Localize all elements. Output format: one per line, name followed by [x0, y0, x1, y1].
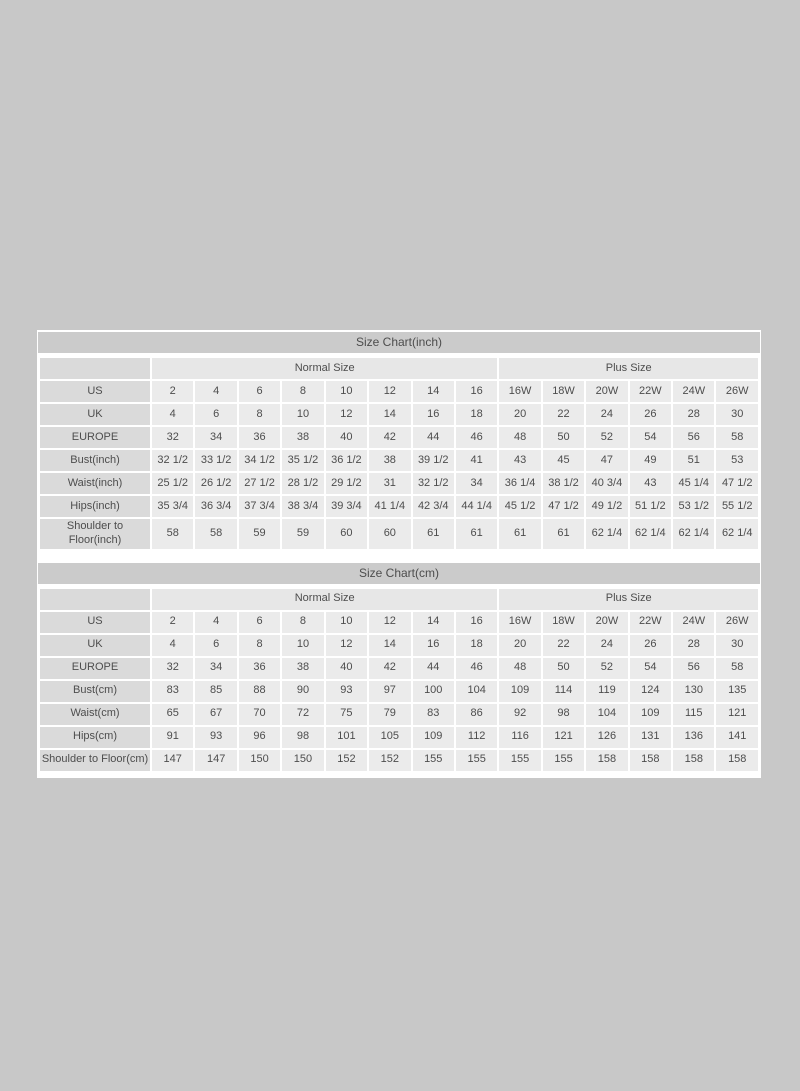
table-row — [40, 750, 758, 771]
value-cell: 67 — [195, 704, 236, 725]
value-cell: 43 — [630, 473, 671, 494]
value-cell: 45 — [543, 450, 584, 471]
value-cell: 22W — [630, 381, 671, 402]
value-cell: 46 — [456, 658, 497, 679]
value-cell: 8 — [239, 404, 280, 425]
value-cell: 97 — [369, 681, 410, 702]
row-label-cell: Hips(inch) — [40, 496, 150, 517]
value-cell: 86 — [456, 704, 497, 725]
corner-cell — [40, 589, 150, 610]
value-cell: 8 — [239, 635, 280, 656]
table-row — [40, 404, 758, 425]
value-cell: 43 — [499, 450, 540, 471]
group-header-cell: Plus Size — [499, 589, 758, 610]
value-cell: 152 — [369, 750, 410, 771]
value-cell: 51 1/2 — [630, 496, 671, 517]
table-row — [40, 381, 758, 402]
table-row — [40, 658, 758, 679]
value-cell: 58 — [716, 658, 758, 679]
value-cell: 12 — [369, 612, 410, 633]
value-cell: 72 — [282, 704, 323, 725]
value-cell: 24 — [586, 635, 627, 656]
value-cell: 47 1/2 — [716, 473, 758, 494]
value-cell: 83 — [413, 704, 454, 725]
value-cell: 119 — [586, 681, 627, 702]
value-cell: 150 — [282, 750, 323, 771]
value-cell: 54 — [630, 427, 671, 448]
size-chart-inch-title: Size Chart(inch) — [38, 332, 760, 353]
value-cell: 98 — [282, 727, 323, 748]
value-cell: 10 — [326, 381, 367, 402]
value-cell: 59 — [239, 519, 280, 549]
row-label-cell: Waist(cm) — [40, 704, 150, 725]
value-cell: 62 1/4 — [630, 519, 671, 549]
value-cell: 98 — [543, 704, 584, 725]
table-row — [40, 473, 758, 494]
value-cell: 16 — [413, 635, 454, 656]
table-row — [40, 635, 758, 656]
value-cell: 147 — [195, 750, 236, 771]
value-cell: 6 — [195, 404, 236, 425]
value-cell: 16 — [413, 404, 454, 425]
value-cell: 6 — [239, 612, 280, 633]
value-cell: 65 — [152, 704, 193, 725]
value-cell: 25 1/2 — [152, 473, 193, 494]
value-cell: 22 — [543, 404, 584, 425]
value-cell: 48 — [499, 658, 540, 679]
value-cell: 26W — [716, 381, 758, 402]
value-cell: 61 — [413, 519, 454, 549]
row-label-cell: US — [40, 612, 150, 633]
value-cell: 10 — [282, 404, 323, 425]
value-cell: 45 1/2 — [499, 496, 540, 517]
value-cell: 47 1/2 — [543, 496, 584, 517]
value-cell: 90 — [282, 681, 323, 702]
value-cell: 30 — [716, 635, 758, 656]
value-cell: 38 — [282, 658, 323, 679]
table-row — [40, 427, 758, 448]
size-chart-inch-section — [38, 332, 760, 551]
row-label-cell: US — [40, 381, 150, 402]
value-cell: 62 1/4 — [716, 519, 758, 549]
value-cell: 40 — [326, 427, 367, 448]
value-cell: 12 — [326, 404, 367, 425]
value-cell: 147 — [152, 750, 193, 771]
value-cell: 88 — [239, 681, 280, 702]
value-cell: 141 — [716, 727, 758, 748]
value-cell: 33 1/2 — [195, 450, 236, 471]
value-cell: 44 — [413, 658, 454, 679]
row-label-cell: UK — [40, 404, 150, 425]
value-cell: 100 — [413, 681, 454, 702]
value-cell: 116 — [499, 727, 540, 748]
value-cell: 28 1/2 — [282, 473, 323, 494]
value-cell: 35 3/4 — [152, 496, 193, 517]
value-cell: 56 — [673, 658, 714, 679]
value-cell: 14 — [369, 635, 410, 656]
value-cell: 101 — [326, 727, 367, 748]
row-label-cell: Bust(inch) — [40, 450, 150, 471]
value-cell: 150 — [239, 750, 280, 771]
value-cell: 14 — [413, 381, 454, 402]
size-chart-cm-section — [38, 563, 760, 773]
value-cell: 124 — [630, 681, 671, 702]
value-cell: 55 1/2 — [716, 496, 758, 517]
value-cell: 42 3/4 — [413, 496, 454, 517]
value-cell: 35 1/2 — [282, 450, 323, 471]
value-cell: 136 — [673, 727, 714, 748]
value-cell: 2 — [152, 381, 193, 402]
value-cell: 61 — [456, 519, 497, 549]
value-cell: 49 1/2 — [586, 496, 627, 517]
value-cell: 126 — [586, 727, 627, 748]
value-cell: 32 — [152, 427, 193, 448]
value-cell: 16 — [456, 381, 497, 402]
size-chart-inch-table — [38, 356, 760, 551]
table-row — [40, 704, 758, 725]
table-row — [40, 612, 758, 633]
value-cell: 46 — [456, 427, 497, 448]
value-cell: 121 — [543, 727, 584, 748]
group-header-cell: Normal Size — [152, 589, 497, 610]
value-cell: 12 — [369, 381, 410, 402]
value-cell: 91 — [152, 727, 193, 748]
value-cell: 93 — [326, 681, 367, 702]
value-cell: 115 — [673, 704, 714, 725]
value-cell: 20 — [499, 404, 540, 425]
value-cell: 29 1/2 — [326, 473, 367, 494]
size-chart-panel — [37, 330, 761, 778]
value-cell: 27 1/2 — [239, 473, 280, 494]
value-cell: 6 — [195, 635, 236, 656]
value-cell: 40 — [326, 658, 367, 679]
value-cell: 158 — [630, 750, 671, 771]
value-cell: 152 — [326, 750, 367, 771]
value-cell: 4 — [195, 381, 236, 402]
value-cell: 109 — [630, 704, 671, 725]
row-label-cell: UK — [40, 635, 150, 656]
value-cell: 37 3/4 — [239, 496, 280, 517]
value-cell: 59 — [282, 519, 323, 549]
value-cell: 155 — [456, 750, 497, 771]
value-cell: 155 — [413, 750, 454, 771]
value-cell: 48 — [499, 427, 540, 448]
value-cell: 38 — [282, 427, 323, 448]
value-cell: 62 1/4 — [586, 519, 627, 549]
value-cell: 36 1/4 — [499, 473, 540, 494]
value-cell: 60 — [326, 519, 367, 549]
value-cell: 4 — [152, 635, 193, 656]
value-cell: 109 — [413, 727, 454, 748]
value-cell: 158 — [673, 750, 714, 771]
value-cell: 34 — [456, 473, 497, 494]
value-cell: 32 1/2 — [152, 450, 193, 471]
value-cell: 34 — [195, 427, 236, 448]
value-cell: 58 — [716, 427, 758, 448]
value-cell: 53 — [716, 450, 758, 471]
value-cell: 18W — [543, 381, 584, 402]
value-cell: 16 — [456, 612, 497, 633]
value-cell: 26 — [630, 635, 671, 656]
value-cell: 61 — [499, 519, 540, 549]
value-cell: 58 — [152, 519, 193, 549]
value-cell: 44 1/4 — [456, 496, 497, 517]
value-cell: 96 — [239, 727, 280, 748]
value-cell: 155 — [543, 750, 584, 771]
table-row — [40, 496, 758, 517]
row-label-cell: Shoulder to Floor(inch) — [40, 519, 150, 549]
value-cell: 93 — [195, 727, 236, 748]
value-cell: 40 3/4 — [586, 473, 627, 494]
value-cell: 83 — [152, 681, 193, 702]
value-cell: 49 — [630, 450, 671, 471]
value-cell: 92 — [499, 704, 540, 725]
value-cell: 51 — [673, 450, 714, 471]
value-cell: 20W — [586, 381, 627, 402]
group-header-cell: Normal Size — [152, 358, 497, 379]
value-cell: 32 — [152, 658, 193, 679]
value-cell: 26 — [630, 404, 671, 425]
value-cell: 42 — [369, 658, 410, 679]
value-cell: 121 — [716, 704, 758, 725]
value-cell: 28 — [673, 635, 714, 656]
value-cell: 24W — [673, 381, 714, 402]
value-cell: 75 — [326, 704, 367, 725]
value-cell: 38 1/2 — [543, 473, 584, 494]
value-cell: 79 — [369, 704, 410, 725]
value-cell: 8 — [282, 381, 323, 402]
value-cell: 114 — [543, 681, 584, 702]
table-row — [40, 450, 758, 471]
row-label-cell: Shoulder to Floor(cm) — [40, 750, 150, 771]
value-cell: 44 — [413, 427, 454, 448]
row-label-cell: Hips(cm) — [40, 727, 150, 748]
value-cell: 26 1/2 — [195, 473, 236, 494]
value-cell: 54 — [630, 658, 671, 679]
row-label-cell: EUROPE — [40, 427, 150, 448]
value-cell: 24 — [586, 404, 627, 425]
value-cell: 70 — [239, 704, 280, 725]
value-cell: 109 — [499, 681, 540, 702]
value-cell: 38 — [369, 450, 410, 471]
value-cell: 22W — [630, 612, 671, 633]
corner-cell — [40, 358, 150, 379]
value-cell: 20W — [586, 612, 627, 633]
value-cell: 131 — [630, 727, 671, 748]
value-cell: 4 — [152, 404, 193, 425]
value-cell: 41 — [456, 450, 497, 471]
value-cell: 26W — [716, 612, 758, 633]
row-label-cell: Bust(cm) — [40, 681, 150, 702]
table-row — [40, 727, 758, 748]
value-cell: 62 1/4 — [673, 519, 714, 549]
value-cell: 30 — [716, 404, 758, 425]
value-cell: 104 — [456, 681, 497, 702]
value-cell: 18 — [456, 635, 497, 656]
value-cell: 39 3/4 — [326, 496, 367, 517]
value-cell: 50 — [543, 658, 584, 679]
group-header-row — [40, 589, 758, 610]
value-cell: 58 — [195, 519, 236, 549]
value-cell: 155 — [499, 750, 540, 771]
value-cell: 53 1/2 — [673, 496, 714, 517]
value-cell: 28 — [673, 404, 714, 425]
value-cell: 18 — [456, 404, 497, 425]
value-cell: 32 1/2 — [413, 473, 454, 494]
value-cell: 61 — [543, 519, 584, 549]
value-cell: 112 — [456, 727, 497, 748]
value-cell: 52 — [586, 658, 627, 679]
value-cell: 10 — [326, 612, 367, 633]
value-cell: 8 — [282, 612, 323, 633]
value-cell: 39 1/2 — [413, 450, 454, 471]
value-cell: 38 3/4 — [282, 496, 323, 517]
value-cell: 85 — [195, 681, 236, 702]
row-label-cell: Waist(inch) — [40, 473, 150, 494]
value-cell: 4 — [195, 612, 236, 633]
value-cell: 36 1/2 — [326, 450, 367, 471]
size-chart-cm-title: Size Chart(cm) — [38, 563, 760, 584]
value-cell: 135 — [716, 681, 758, 702]
value-cell: 36 — [239, 658, 280, 679]
value-cell: 56 — [673, 427, 714, 448]
value-cell: 41 1/4 — [369, 496, 410, 517]
value-cell: 104 — [586, 704, 627, 725]
value-cell: 34 1/2 — [239, 450, 280, 471]
value-cell: 60 — [369, 519, 410, 549]
value-cell: 158 — [586, 750, 627, 771]
value-cell: 14 — [369, 404, 410, 425]
value-cell: 24W — [673, 612, 714, 633]
value-cell: 34 — [195, 658, 236, 679]
value-cell: 20 — [499, 635, 540, 656]
value-cell: 2 — [152, 612, 193, 633]
table-row — [40, 681, 758, 702]
size-chart-cm-table — [38, 587, 760, 773]
value-cell: 158 — [716, 750, 758, 771]
value-cell: 50 — [543, 427, 584, 448]
value-cell: 52 — [586, 427, 627, 448]
value-cell: 105 — [369, 727, 410, 748]
value-cell: 42 — [369, 427, 410, 448]
group-header-cell: Plus Size — [499, 358, 758, 379]
value-cell: 31 — [369, 473, 410, 494]
value-cell: 12 — [326, 635, 367, 656]
value-cell: 45 1/4 — [673, 473, 714, 494]
value-cell: 47 — [586, 450, 627, 471]
value-cell: 16W — [499, 612, 540, 633]
value-cell: 6 — [239, 381, 280, 402]
table-row — [40, 519, 758, 549]
value-cell: 36 3/4 — [195, 496, 236, 517]
value-cell: 18W — [543, 612, 584, 633]
value-cell: 16W — [499, 381, 540, 402]
group-header-row — [40, 358, 758, 379]
value-cell: 22 — [543, 635, 584, 656]
value-cell: 10 — [282, 635, 323, 656]
row-label-cell: EUROPE — [40, 658, 150, 679]
value-cell: 36 — [239, 427, 280, 448]
value-cell: 14 — [413, 612, 454, 633]
value-cell: 130 — [673, 681, 714, 702]
